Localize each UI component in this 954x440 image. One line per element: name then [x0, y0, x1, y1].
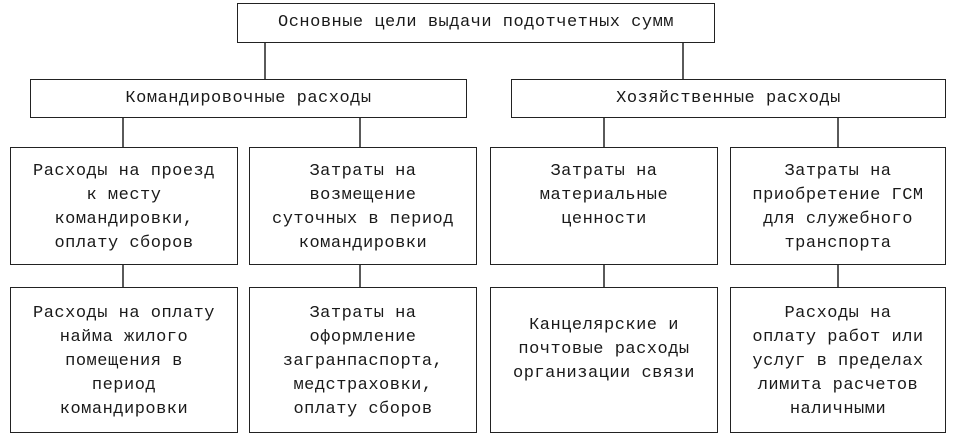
leaf-node-housing-rent: [10, 287, 238, 433]
leaf-node-fuel-purchase: [730, 147, 946, 265]
leaf-node-label: Канцелярские и почтовые расходы организации связи: [513, 316, 695, 383]
leaf-node-label: Затраты на оформление загранпаспорта, медстраховки, оплату сборов: [282, 304, 444, 419]
leaf-node-office-postal: [490, 287, 718, 433]
group-node-household: [511, 79, 946, 118]
leaf-node-label: Расходы на оплату работ или услуг в пределах лимита расчетов наличными: [752, 304, 924, 419]
leaf-node-label: Расходы на проезд к месту командировки, оплату сборов: [33, 162, 215, 253]
leaf-node-label: Расходы на оплату найма жилого помещения в период командировки: [33, 304, 215, 419]
leaf-node-travel-costs: [10, 147, 238, 265]
leaf-node-material-values: [490, 147, 718, 265]
leaf-node-works-services: [730, 287, 946, 433]
group-node-label: Хозяйственные расходы: [616, 88, 841, 108]
leaf-node-label: Затраты на возмещение суточных в период командировки: [272, 162, 454, 253]
root-node: [237, 3, 715, 43]
group-node-business-trip: [30, 79, 467, 118]
group-node-label: Командировочные расходы: [125, 88, 372, 108]
leaf-node-label: Затраты на материальные ценности: [539, 162, 669, 229]
leaf-node-passport-insurance: [249, 287, 477, 433]
root-node-label: Основные цели выдачи подотчетных сумм: [278, 13, 674, 32]
leaf-node-label: Затраты на приобретение ГСМ для служебного транспорта: [752, 162, 924, 253]
leaf-node-daily-allowance: [249, 147, 477, 265]
